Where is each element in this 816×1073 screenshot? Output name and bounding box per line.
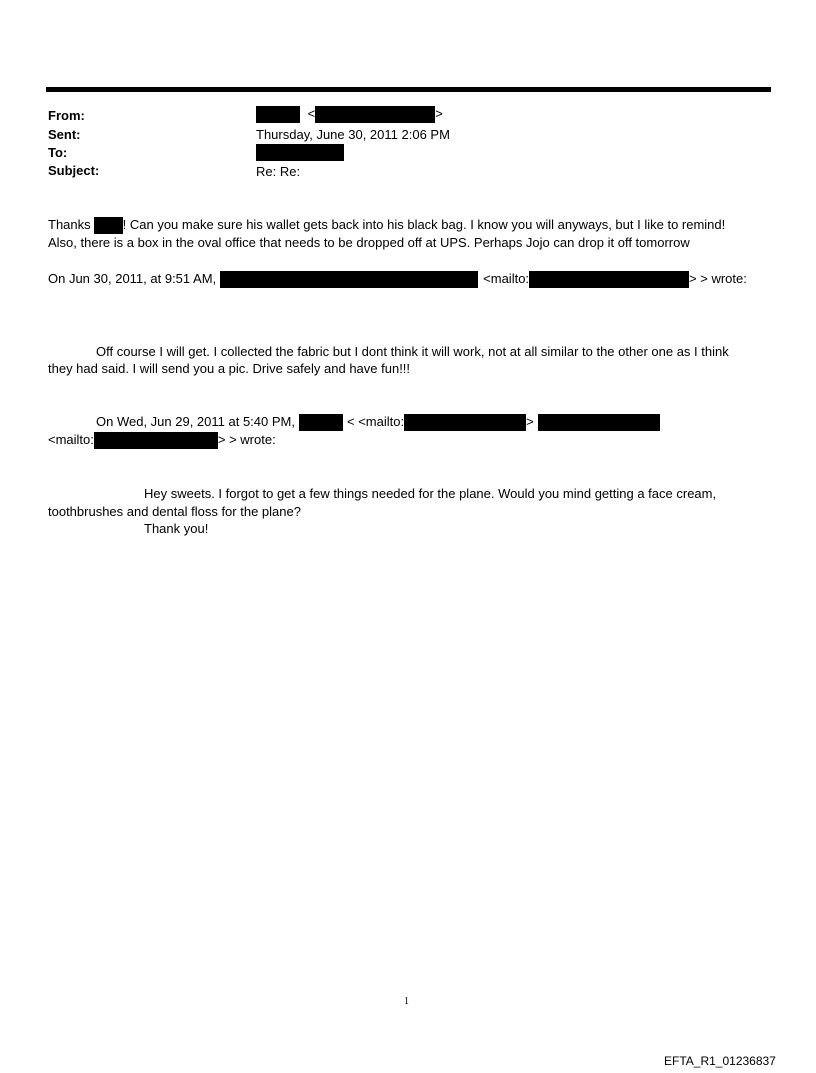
mailto-text: <mailto: xyxy=(483,271,530,286)
mailto-text: < <mailto: xyxy=(346,414,405,429)
redaction-block xyxy=(94,432,218,449)
sent-value: Thursday, June 30, 2011 2:06 PM xyxy=(256,127,450,142)
redaction-block xyxy=(256,106,300,123)
message-line-1 xyxy=(48,216,725,234)
page-number: 1 xyxy=(404,996,409,1007)
quote-header-text: > > wrote: xyxy=(689,271,747,286)
redaction-block xyxy=(404,414,526,431)
quote2-header-line-2 xyxy=(48,431,276,449)
quote-header-text: On Wed, Jun 29, 2011 at 5:40 PM, xyxy=(96,414,295,429)
from-label: From: xyxy=(48,108,85,123)
quote1-line-2: they had said. I will send you a pic. Drive safely and have fun!!! xyxy=(48,361,411,376)
mailto-text: <mailto: xyxy=(48,432,94,447)
redaction-block xyxy=(256,144,344,161)
quote2-header xyxy=(96,413,660,431)
from-value xyxy=(256,106,443,123)
from-lt: < xyxy=(307,106,316,121)
quote-header-text: > > wrote: xyxy=(217,432,276,447)
redaction-block xyxy=(220,271,478,288)
from-gt: > xyxy=(435,106,443,121)
mailto-text: > xyxy=(526,414,534,429)
message-text: ! Can you make sure his wallet gets back into his black bag. I know you will anyways, but I like to remind! xyxy=(122,217,726,232)
sent-label: Sent: xyxy=(48,127,81,142)
message-text: Thanks xyxy=(48,217,91,232)
quote2-body-line-3: Thank you! xyxy=(144,521,209,536)
redaction-block xyxy=(529,271,689,288)
redaction-block xyxy=(299,414,343,431)
quote1-header xyxy=(48,270,747,288)
message-line-2: Also, there is a box in the oval office that needs to be dropped off at UPS. Perhaps Jojo can drop it off tomorrow xyxy=(48,235,690,250)
to-value xyxy=(256,144,344,161)
quote2-body-line-1: Hey sweets. I forgot to get a few things needed for the plane. Would you mind getting a face cream, xyxy=(144,486,717,501)
header-rule xyxy=(46,87,771,92)
quote2-body-line-2: toothbrushes and dental floss for the plane? xyxy=(48,504,301,519)
subject-label: Subject: xyxy=(48,163,100,178)
to-label: To: xyxy=(48,145,68,160)
redaction-block xyxy=(315,106,435,123)
quote-header-text: On Jun 30, 2011, at 9:51 AM, xyxy=(48,271,217,286)
subject-value: Re: Re: xyxy=(256,164,301,179)
redaction-block xyxy=(94,217,123,234)
document-id: EFTA_R1_01236837 xyxy=(664,1054,776,1068)
redaction-block xyxy=(538,414,660,431)
quote1-line-1: Off course I will get. I collected the fabric but I dont think it will work, not at all similar to the other one as I think xyxy=(96,344,729,359)
